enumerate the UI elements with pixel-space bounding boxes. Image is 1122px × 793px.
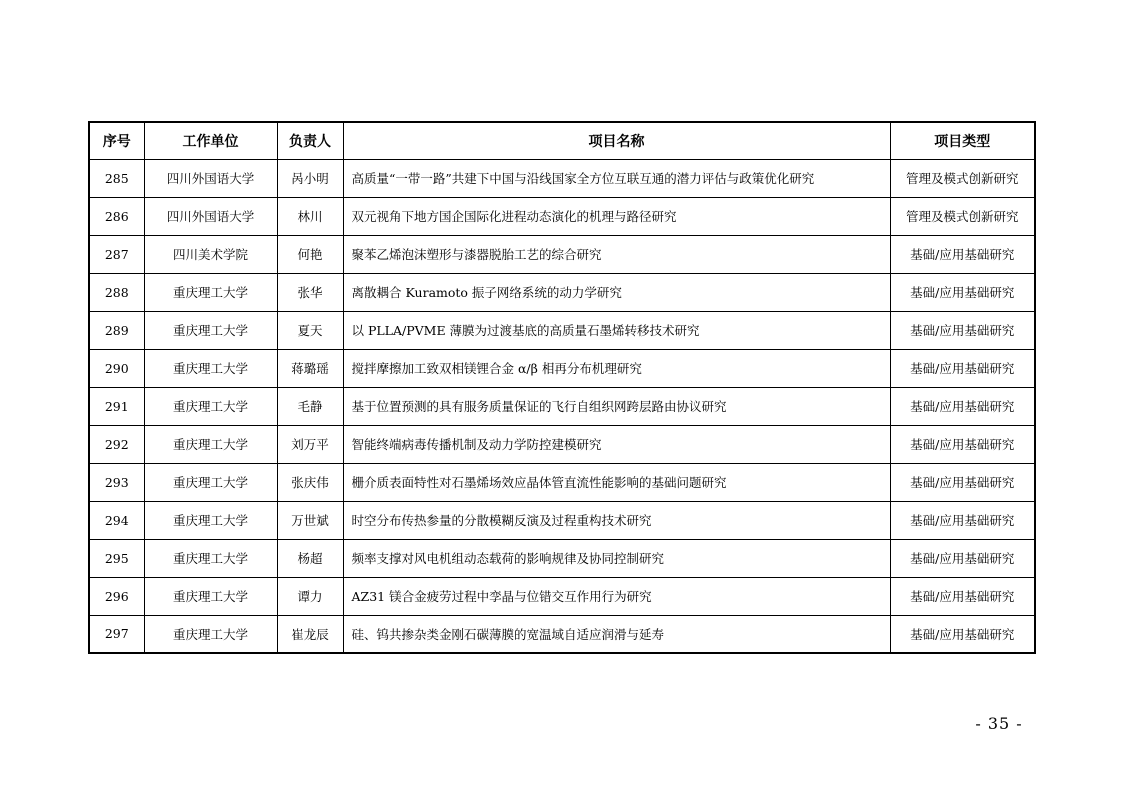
cell-leader: 林川 xyxy=(277,197,343,235)
cell-unit: 重庆理工大学 xyxy=(144,615,277,653)
cell-project-type: 基础/应用基础研究 xyxy=(890,463,1035,501)
cell-unit: 四川外国语大学 xyxy=(144,197,277,235)
table-row xyxy=(89,349,1035,387)
cell-index: 288 xyxy=(89,273,144,311)
cell-project-name: 离散耦合 Kuramoto 振子网络系统的动力学研究 xyxy=(343,273,890,311)
header-unit: 工作单位 xyxy=(144,122,277,159)
cell-index: 297 xyxy=(89,615,144,653)
cell-leader: 毛静 xyxy=(277,387,343,425)
cell-project-name: 频率支撑对风电机组动态载荷的影响规律及协同控制研究 xyxy=(343,539,890,577)
page-number: - 35 - xyxy=(975,714,1023,733)
cell-index: 291 xyxy=(89,387,144,425)
table-row xyxy=(89,463,1035,501)
cell-index: 286 xyxy=(89,197,144,235)
cell-index: 296 xyxy=(89,577,144,615)
cell-index: 285 xyxy=(89,159,144,197)
cell-leader: 谭力 xyxy=(277,577,343,615)
cell-index: 295 xyxy=(89,539,144,577)
cell-project-name: AZ31 镁合金疲劳过程中孪晶与位错交互作用行为研究 xyxy=(343,577,890,615)
cell-project-type: 基础/应用基础研究 xyxy=(890,311,1035,349)
cell-project-type: 基础/应用基础研究 xyxy=(890,349,1035,387)
cell-unit: 重庆理工大学 xyxy=(144,539,277,577)
cell-unit: 重庆理工大学 xyxy=(144,577,277,615)
cell-unit: 重庆理工大学 xyxy=(144,387,277,425)
cell-project-type: 基础/应用基础研究 xyxy=(890,539,1035,577)
cell-project-type: 管理及模式创新研究 xyxy=(890,159,1035,197)
cell-project-name: 双元视角下地方国企国际化进程动态演化的机理与路径研究 xyxy=(343,197,890,235)
header-index: 序号 xyxy=(89,122,144,159)
cell-index: 290 xyxy=(89,349,144,387)
cell-unit: 重庆理工大学 xyxy=(144,311,277,349)
cell-project-name: 时空分布传热参量的分散模糊反演及过程重构技术研究 xyxy=(343,501,890,539)
cell-unit: 重庆理工大学 xyxy=(144,425,277,463)
cell-project-type: 基础/应用基础研究 xyxy=(890,501,1035,539)
cell-project-name: 以 PLLA/PVME 薄膜为过渡基底的高质量石墨烯转移技术研究 xyxy=(343,311,890,349)
header-project-type: 项目类型 xyxy=(890,122,1035,159)
cell-leader: 刘万平 xyxy=(277,425,343,463)
table-row xyxy=(89,539,1035,577)
cell-unit: 重庆理工大学 xyxy=(144,463,277,501)
cell-project-type: 基础/应用基础研究 xyxy=(890,577,1035,615)
cell-project-type: 基础/应用基础研究 xyxy=(890,425,1035,463)
cell-index: 287 xyxy=(89,235,144,273)
cell-project-name: 搅拌摩擦加工致双相镁锂合金 α/β 相再分布机理研究 xyxy=(343,349,890,387)
cell-unit: 重庆理工大学 xyxy=(144,349,277,387)
cell-leader: 张庆伟 xyxy=(277,463,343,501)
cell-index: 293 xyxy=(89,463,144,501)
header-leader: 负责人 xyxy=(277,122,343,159)
cell-leader: 夏天 xyxy=(277,311,343,349)
table-row xyxy=(89,159,1035,197)
cell-project-type: 基础/应用基础研究 xyxy=(890,235,1035,273)
cell-unit: 重庆理工大学 xyxy=(144,501,277,539)
table-body xyxy=(89,159,1035,653)
cell-project-type: 管理及模式创新研究 xyxy=(890,197,1035,235)
table-row xyxy=(89,387,1035,425)
cell-leader: 蒋璐瑶 xyxy=(277,349,343,387)
table-row xyxy=(89,501,1035,539)
cell-unit: 四川美术学院 xyxy=(144,235,277,273)
cell-project-name: 聚苯乙烯泡沫塑形与漆器脱胎工艺的综合研究 xyxy=(343,235,890,273)
cell-project-name: 硅、钨共掺杂类金刚石碳薄膜的宽温域自适应润滑与延寿 xyxy=(343,615,890,653)
cell-unit: 四川外国语大学 xyxy=(144,159,277,197)
cell-project-name: 智能终端病毒传播机制及动力学防控建模研究 xyxy=(343,425,890,463)
cell-unit: 重庆理工大学 xyxy=(144,273,277,311)
cell-leader: 呙小明 xyxy=(277,159,343,197)
cell-leader: 张华 xyxy=(277,273,343,311)
cell-leader: 崔龙辰 xyxy=(277,615,343,653)
cell-project-name: 基于位置预测的具有服务质量保证的飞行自组织网跨层路由协议研究 xyxy=(343,387,890,425)
cell-leader: 万世斌 xyxy=(277,501,343,539)
header-project-name: 项目名称 xyxy=(343,122,890,159)
table-row xyxy=(89,273,1035,311)
cell-index: 294 xyxy=(89,501,144,539)
table-row xyxy=(89,235,1035,273)
cell-index: 289 xyxy=(89,311,144,349)
cell-leader: 何艳 xyxy=(277,235,343,273)
cell-project-type: 基础/应用基础研究 xyxy=(890,387,1035,425)
cell-project-type: 基础/应用基础研究 xyxy=(890,615,1035,653)
table-row xyxy=(89,425,1035,463)
cell-leader: 杨超 xyxy=(277,539,343,577)
cell-project-name: 栅介质表面特性对石墨烯场效应晶体管直流性能影响的基础问题研究 xyxy=(343,463,890,501)
table-row xyxy=(89,615,1035,653)
cell-project-name: 高质量“一带一路”共建下中国与沿线国家全方位互联互通的潜力评估与政策优化研究 xyxy=(343,159,890,197)
cell-index: 292 xyxy=(89,425,144,463)
table-row xyxy=(89,197,1035,235)
table-row xyxy=(89,311,1035,349)
table-header-row xyxy=(89,122,1035,159)
table-row xyxy=(89,577,1035,615)
project-table xyxy=(88,121,1036,654)
cell-project-type: 基础/应用基础研究 xyxy=(890,273,1035,311)
